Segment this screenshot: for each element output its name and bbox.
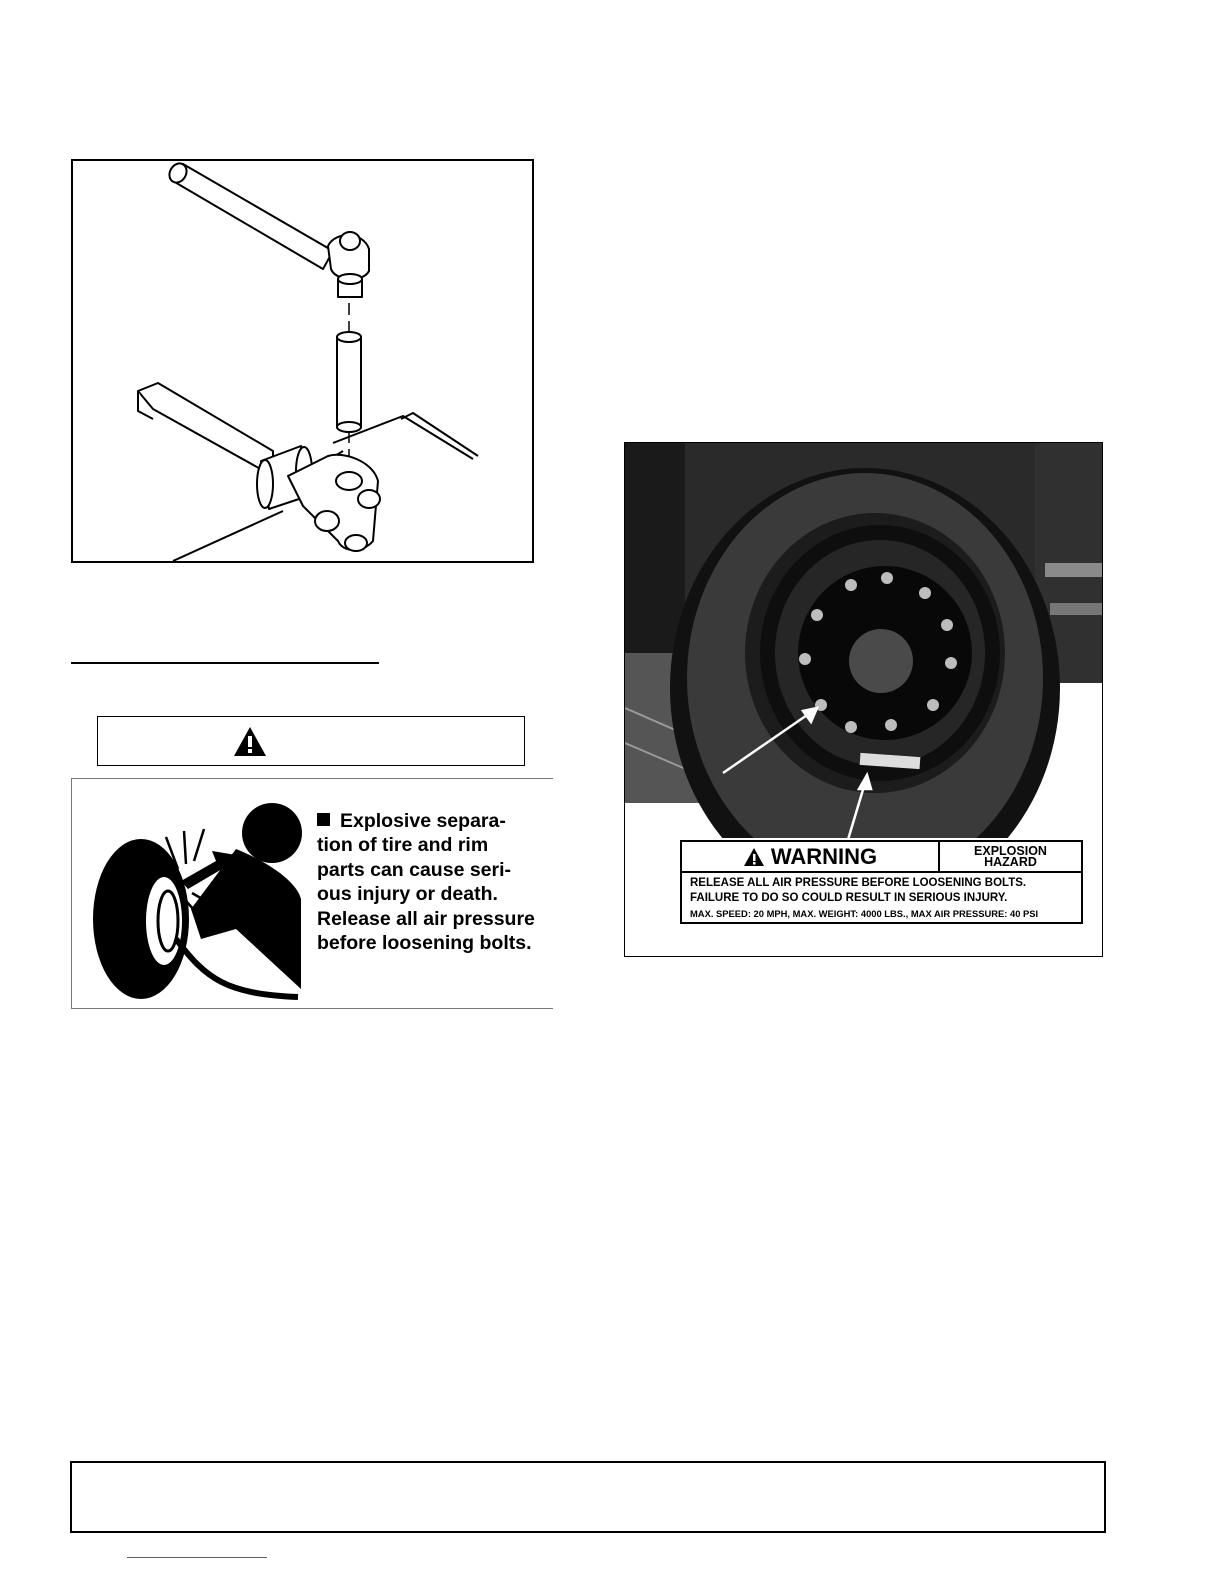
decal-line-1: Explosive separa-	[340, 810, 506, 832]
decal-message	[317, 809, 539, 955]
warning-label-body	[690, 876, 1080, 921]
decal-line-2: tion of tire and rim	[317, 834, 489, 857]
driveline-figure	[71, 159, 534, 563]
hazard-line-1: EXPLOSION	[974, 843, 1047, 858]
warning-body-line-2: FAILURE TO DO SO COULD RESULT IN SERIOUS INJURY.	[690, 892, 1008, 904]
hazard-line-2: HAZARD	[984, 854, 1037, 869]
driveline-illustration	[73, 161, 532, 561]
wheel-warning-label	[680, 840, 1083, 924]
warning-signal-panel	[682, 842, 940, 871]
tire-warning-decal	[71, 778, 553, 1009]
danger-header-box	[97, 716, 525, 766]
hazard-type-panel	[940, 842, 1081, 871]
decal-line-6: before loosening bolts.	[317, 932, 532, 955]
warning-body-line-1: RELEASE ALL AIR PRESSURE BEFORE LOOSENING BOLTS.	[690, 877, 1027, 889]
decal-line-3: parts can cause seri-	[317, 858, 512, 881]
footer-link[interactable]	[127, 1557, 267, 1558]
warning-signal-word: WARNING	[770, 843, 878, 869]
warning-triangle-icon	[233, 726, 267, 757]
decal-line-5: Release all air pressure	[317, 907, 535, 930]
footer-box	[70, 1461, 1106, 1533]
tire-explosion-pictogram	[86, 789, 306, 1004]
warning-label-header	[682, 842, 1081, 873]
decal-line-4: ous injury or death.	[317, 883, 498, 906]
bullet-square-icon	[317, 813, 330, 826]
section-heading-rule	[71, 662, 379, 664]
warning-body-line-3: MAX. SPEED: 20 MPH, MAX. WEIGHT: 4000 LBS., MAX AIR PRESSURE: 40 PSI	[690, 908, 1039, 919]
warning-triangle-icon	[743, 847, 765, 867]
